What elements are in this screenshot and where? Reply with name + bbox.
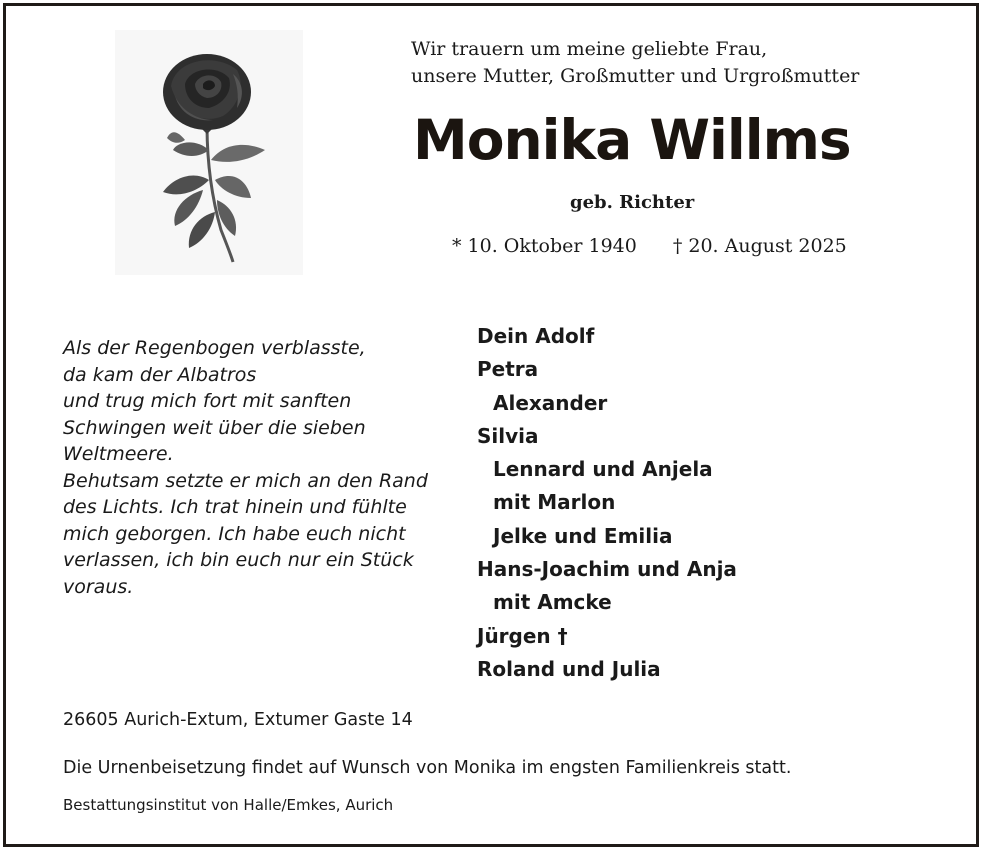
intro-line: unsere Mutter, Großmutter und Urgroßmutter — [411, 65, 860, 87]
address: 26605 Aurich-Extum, Extumer Gaste 14 — [63, 710, 413, 730]
rose-icon — [115, 30, 303, 275]
family-member: Hans-Joachim und Anja — [477, 557, 737, 582]
family-member: mit Marlon — [493, 490, 616, 515]
poem-line: Behutsam setzte er mich an den Rand — [63, 469, 428, 492]
burial-note: Die Urnenbeisetzung findet auf Wunsch von Monika im engsten Familienkreis statt. — [63, 758, 792, 778]
family-member: Jürgen † — [477, 623, 568, 648]
birth-date: * 10. Oktober 1940 — [452, 235, 637, 257]
poem-line: des Lichts. Ich trat hinein und fühlte — [63, 496, 407, 518]
poem-line: und trug mich fort mit sanften — [63, 390, 352, 412]
poem-line: Als der Regenbogen verblasste, — [63, 337, 366, 359]
family-member: Dein Adolf — [477, 324, 595, 348]
poem-line: Weltmeere. — [63, 443, 174, 465]
intro-text — [411, 36, 931, 90]
poem-line: Schwingen weit über die sieben — [63, 416, 366, 439]
undertaker: Bestattungsinstitut von Halle/Emkes, Aurich — [63, 796, 394, 814]
family-member: Lennard und Anjela — [493, 457, 713, 482]
poem — [63, 335, 443, 600]
maiden-name: geb. Richter — [570, 192, 695, 213]
family-member: Petra — [477, 357, 539, 382]
family-member: Alexander — [493, 390, 608, 415]
family-member: mit Amcke — [493, 590, 612, 615]
family-member: Silvia — [477, 423, 539, 448]
deceased-name: Monika Willms — [413, 108, 851, 172]
family-list — [477, 320, 877, 686]
poem-line: da kam der Albatros — [63, 363, 257, 386]
poem-line: voraus. — [63, 575, 134, 598]
death-date: † 20. August 2025 — [672, 235, 847, 257]
intro-line: Wir trauern um meine geliebte Frau, — [411, 38, 768, 60]
family-member: Roland und Julia — [477, 656, 661, 681]
family-member: Jelke und Emilia — [493, 523, 673, 548]
poem-line: mich geborgen. Ich habe euch nicht — [63, 522, 406, 545]
life-dates — [452, 235, 847, 257]
poem-line: verlassen, ich bin euch nur ein Stück — [63, 549, 414, 571]
